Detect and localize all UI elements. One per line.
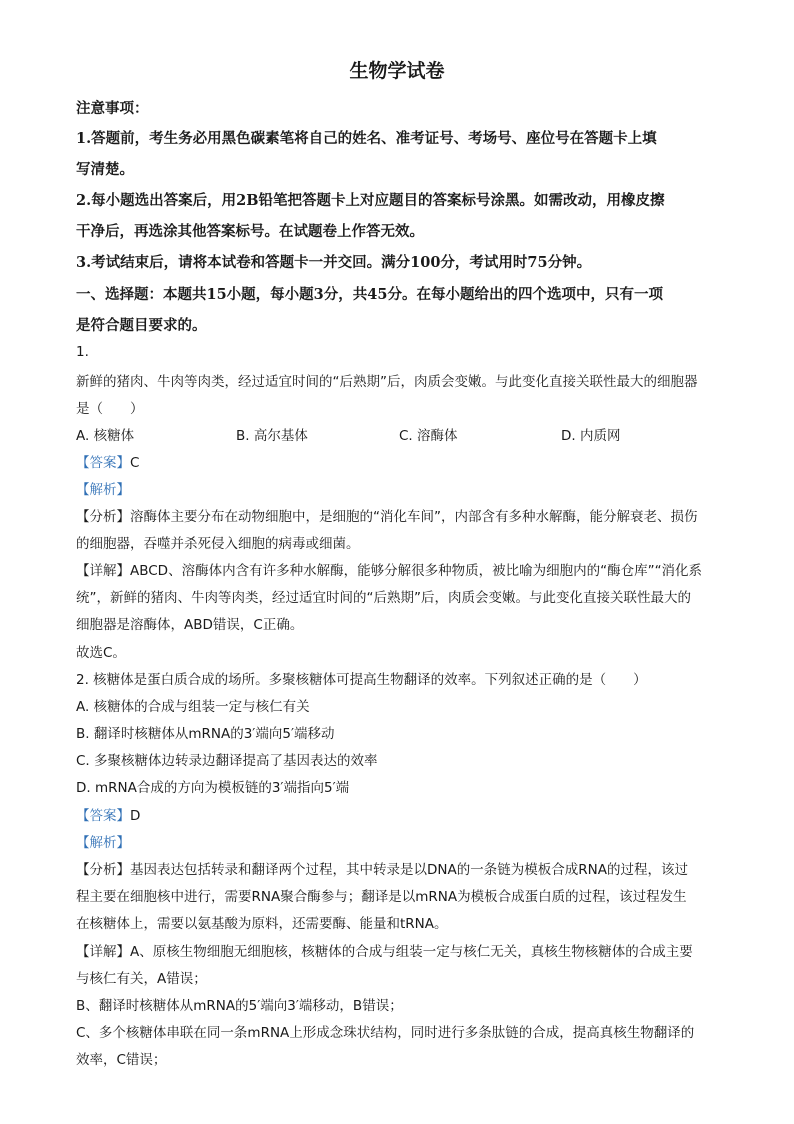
question-2-answer-row [76, 804, 140, 824]
question-1-detail-text: ABCD、溶酶体内含有许多种水解酶，能够分解很多种物质，被比喻为细胞内的“酶仓库”“消化系 [130, 563, 703, 579]
question-1-stem-line-1: 新鲜的猪肉、牛肉等肉类，经过适宜时间的“后熟期”后，肉质会变嫩。与此变化直接关联性最大的细胞器 [76, 374, 698, 390]
question-2-detail-line-2: 与核仁有关，A错误； [76, 971, 207, 987]
question-2-option-b: B. 翻译时核糖体从mRNA的3′端向5′端移动 [76, 726, 335, 742]
question-1-analysis-label: 【解析】 [76, 482, 130, 498]
question-1-answer: C [130, 455, 140, 471]
question-1-detail-line-3: 细胞器是溶酶体，ABD错误，C正确。 [76, 617, 304, 633]
question-2-detail-line-3: B、翻译时核糖体从mRNA的5′端向3′端移动，B错误； [76, 998, 403, 1014]
question-1-option-b: B. 高尔基体 [236, 428, 308, 444]
question-1-detail-line-2: 统”，新鲜的猪肉、牛肉等肉类，经过适宜时间的“后熟期”后，肉质会变嫩。与此变化直接关联性最大的 [76, 590, 691, 606]
question-1-conclusion: 故选C。 [76, 645, 126, 661]
notice-item-2-line-2: 干净后，再选涂其他答案标号。在试题卷上作答无效。 [76, 223, 424, 240]
detail-tag: 【详解】 [76, 944, 130, 960]
analysis-tag: 【分析】 [76, 509, 130, 525]
question-1-detail-line-1 [76, 559, 702, 579]
detail-tag: 【详解】 [76, 563, 130, 579]
notice-item-3: 3.考试结束后，请将本试卷和答题卡一并交回。满分100分，考试用时75分钟。 [76, 254, 592, 271]
answer-label: 【答案】 [76, 808, 130, 824]
question-2-stem: 2. 核糖体是蛋白质合成的场所。多聚核糖体可提高生物翻译的效率。下列叙述正确的是（ ） [76, 672, 647, 688]
question-2-analysis-line-3: 在核糖体上，需要以氨基酸为原料，还需要酶、能量和tRNA。 [76, 916, 448, 932]
question-2-answer: D [130, 808, 141, 824]
section-heading-line-1: 一、选择题：本题共15小题，每小题3分，共45分。在每小题给出的四个选项中，只有一项 [76, 286, 663, 303]
question-1-analysis-line-2: 的细胞器，吞噬并杀死侵入细胞的病毒或细菌。 [76, 536, 360, 552]
question-1-analysis-line-1 [76, 505, 698, 525]
notice-item-2-line-1: 2.每小题选出答案后，用2B铅笔把答题卡上对应题目的答案标号涂黑。如需改动，用橡皮擦 [76, 192, 665, 209]
question-2-analysis-text: 基因表达包括转录和翻译两个过程，其中转录是以DNA的一条链为模板合成RNA的过程，该过 [130, 862, 688, 878]
question-1-option-c: C. 溶酶体 [399, 428, 458, 444]
section-heading-line-2: 是符合题目要求的。 [76, 317, 207, 334]
question-2-detail-line-1 [76, 940, 693, 960]
question-2-option-d: D. mRNA合成的方向为模板链的3′端指向5′端 [76, 780, 350, 796]
notice-item-1-line-1: 1.答题前，考生务必用黑色碳素笔将自己的姓名、准考证号、考场号、座位号在答题卡上填 [76, 130, 657, 147]
question-2-analysis-line-1 [76, 858, 688, 878]
question-1-option-d: D. 内质网 [561, 428, 621, 444]
analysis-tag: 【分析】 [76, 862, 130, 878]
answer-label: 【答案】 [76, 455, 130, 471]
question-1-answer-row [76, 451, 139, 471]
question-2-option-c: C. 多聚核糖体边转录边翻译提高了基因表达的效率 [76, 753, 378, 769]
question-1-option-a: A. 核糖体 [76, 428, 135, 444]
notice-item-1-line-2: 写清楚。 [76, 161, 134, 178]
question-1-stem-line-2: 是（ ） [76, 401, 144, 417]
question-2-analysis-line-2: 程主要在细胞核中进行，需要RNA聚合酶参与；翻译是以mRNA为模板合成蛋白质的过程，该过程发生 [76, 889, 687, 905]
question-2-option-a: A. 核糖体的合成与组装一定与核仁有关 [76, 699, 310, 715]
question-2-detail-line-4: C、多个核糖体串联在同一条mRNA上形成念珠状结构，同时进行多条肽链的合成，提高真核生物翻译的 [76, 1025, 695, 1041]
question-1-analysis-text: 溶酶体主要分布在动物细胞中，是细胞的“消化车间”，内部含有多种水解酶，能分解衰老、损伤 [130, 509, 698, 525]
question-1-number: 1. [76, 344, 89, 360]
question-2-analysis-label: 【解析】 [76, 835, 130, 851]
page-title: 生物学试卷 [349, 60, 445, 82]
question-2-detail-line-5: 效率，C错误； [76, 1052, 167, 1068]
notice-heading: 注意事项： [76, 100, 149, 117]
question-2-detail-text: A、原核生物细胞无细胞核，核糖体的合成与组装一定与核仁无关，真核生物核糖体的合成主要 [130, 944, 693, 960]
